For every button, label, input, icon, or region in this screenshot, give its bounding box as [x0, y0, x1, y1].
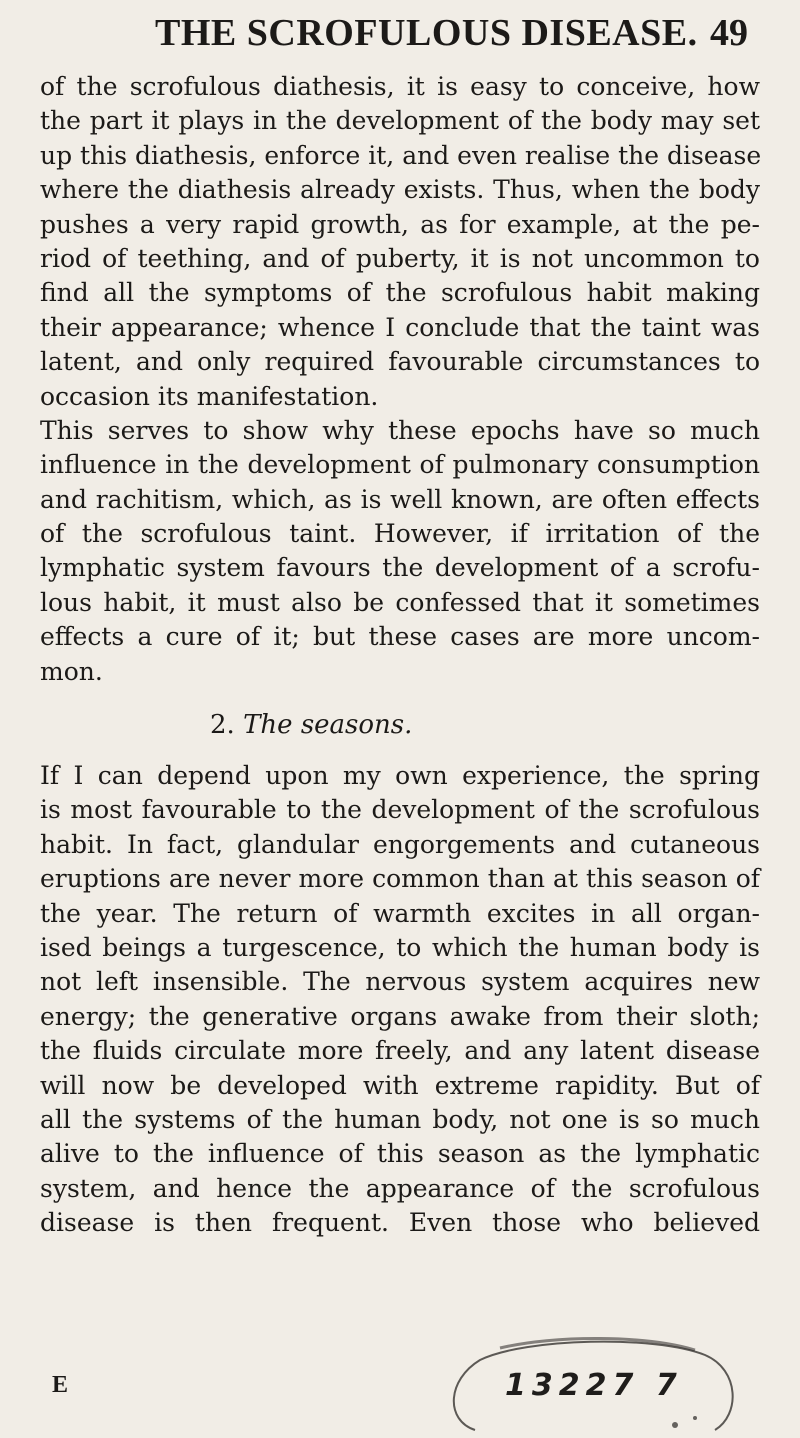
running-title: THE SCROFULOUS DISEASE. — [155, 12, 698, 54]
text-line: latent, and only required favourable circumstances to — [40, 347, 760, 377]
signature-mark: E — [52, 1372, 69, 1398]
page-number: 49 — [710, 12, 748, 54]
section-heading — [40, 697, 760, 753]
running-head — [0, 8, 800, 58]
section-number: 2. — [210, 710, 235, 741]
text-line: riod of teething, and of puberty, it is not uncommon to — [40, 243, 760, 273]
text-line: all the systems of the human body, not one is so much — [40, 1104, 760, 1134]
text-line: is most favourable to the development of the scrofulous — [40, 795, 760, 825]
text-line: This serves to show why these epochs have so much — [40, 415, 760, 445]
text-line: not left insensible. The nervous system acquires new — [40, 967, 760, 997]
text-line: habit. In fact, glandular engorgements and cutaneous — [40, 829, 760, 859]
text-line: up this diathesis, enforce it, and even realise the disease — [40, 140, 762, 170]
text-line: eruptions are never more common than at this season of — [40, 864, 760, 894]
text-line: If I can depend upon my own experience, the spring — [40, 761, 760, 791]
text-line: find all the symptoms of the scrofulous habit making — [40, 278, 760, 308]
text-line: mon. — [40, 656, 103, 686]
body-text — [40, 70, 760, 1241]
text-line: and rachitism, which, as is well known, are often effects — [40, 484, 760, 514]
text-line: pushes a very rapid growth, as for example, at the pe- — [40, 209, 760, 239]
text-line: energy; the generative organs awake from their sloth; — [40, 1001, 760, 1031]
text-line: will now be developed with extreme rapidity. But of — [40, 1070, 760, 1100]
stamp-number: 13227 7 — [505, 1368, 683, 1403]
text-line: lymphatic system favours the development of a scrofu- — [40, 553, 760, 583]
paragraph-3 — [40, 759, 760, 1240]
text-line: the year. The return of warmth excites in all organ- — [40, 898, 760, 928]
text-line: disease is then frequent. Even those who believed — [40, 1208, 760, 1238]
text-line: effects a cure of it; but these cases are more uncom- — [40, 622, 760, 652]
paragraph-1 — [40, 70, 760, 414]
text-line: occasion its manifestation. — [40, 381, 379, 411]
text-line: system, and hence the appearance of the scrofulous — [40, 1173, 760, 1203]
text-line: the fluids circulate more freely, and any latent disease — [40, 1036, 760, 1066]
text-line: alive to the influence of this season as the lymphatic — [40, 1139, 760, 1169]
text-line: where the diathesis already exists. Thus, when the body — [40, 175, 760, 205]
text-line: their appearance; whence I conclude that the taint was — [40, 312, 760, 342]
text-line: ised beings a turgescence, to which the human body is — [40, 932, 760, 962]
text-line: lous habit, it must also be confessed that it sometimes — [40, 587, 760, 617]
text-line: influence in the development of pulmonary consumption — [40, 450, 760, 480]
text-line: the part it plays in the development of the body may set — [40, 106, 760, 136]
section-title: The seasons. — [243, 710, 413, 741]
paragraph-2 — [40, 414, 760, 689]
text-line: of the scrofulous taint. However, if irritation of the — [40, 519, 760, 549]
text-line: of the scrofulous diathesis, it is easy to conceive, how — [40, 72, 760, 101]
